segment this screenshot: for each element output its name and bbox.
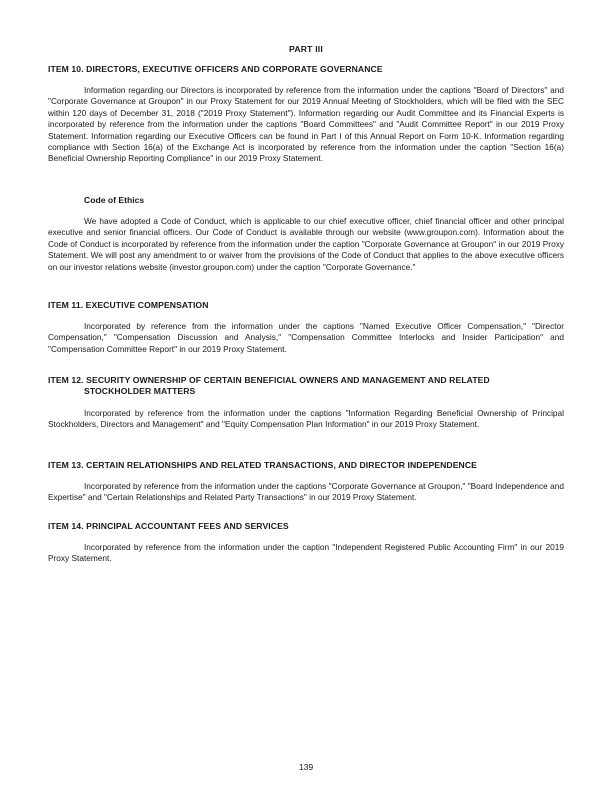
item-10-heading: ITEM 10. DIRECTORS, EXECUTIVE OFFICERS AND CORPORATE GOVERNANCE [48,64,383,74]
item-13-paragraph: Incorporated by reference from the information under the captions "Corporate Governance at Groupon," "Board Independence and Expertise" and "Certain Relationships and Related Party Transactions" in our 2019 Proxy Statement. [48,481,564,503]
item-12-heading-line-2: STOCKHOLDER MATTERS [84,386,196,396]
item-13-heading: ITEM 13. CERTAIN RELATIONSHIPS AND RELATED TRANSACTIONS, AND DIRECTOR INDEPENDENCE [48,460,477,470]
item-14-paragraph: Incorporated by reference from the information under the caption "Independent Registered Public Accounting Firm" in our 2019 Proxy Statement. [48,542,564,564]
item-12-heading-line-1: ITEM 12. SECURITY OWNERSHIP OF CERTAIN BENEFICIAL OWNERS AND MANAGEMENT AND RELATED [48,375,490,385]
item-12-paragraph: Incorporated by reference from the information under the captions "Information Regarding Beneficial Ownership of Principal Stockholders, Directors and Management" and "Equity Compensation Plan Information" in our 2019 Proxy Statement. [48,408,564,430]
item-14-heading: ITEM 14. PRINCIPAL ACCOUNTANT FEES AND SERVICES [48,521,289,531]
item-11-paragraph: Incorporated by reference from the information under the captions "Named Executive Officer Compensation," "Director Compensation," "Compensation Discussion and Analysis," "Compensation Committee Interlocks and Insider Participation" and "Compensation Committee Report" in our 2019 Proxy Statement. [48,321,564,354]
page-number: 139 [298,762,314,772]
code-of-ethics-paragraph: We have adopted a Code of Conduct, which is applicable to our chief executive officer, chief financial officer and other principal executive and senior financial officers. Our Code of Conduct is available through our website (www.groupon.com). Information about the Code of Conduct is incorporated by reference from the information under the caption "Corporate Governance at Groupon" in our 2019 Proxy Statement. We will post any amendment to or waiver from the provisions of the Code of Conduct that applies to the above executive officers on our investor relations website (investor.groupon.com) under the caption "Corporate Governance." [48,216,564,272]
item-10-paragraph: Information regarding our Directors is incorporated by reference from the information under the captions "Board of Directors" and "Corporate Governance at Groupon" in our Proxy Statement for our 2019 Annual Meeting of Stockholders, which will be filed with the SEC within 120 days of December 31, 2018 ("2019 Proxy Statement"). Information regarding our Audit Committee and its Financial Experts is incorporated by reference from the information under the captions "Board Committees" and "Audit Committee Report" in our 2019 Proxy Statement. Information regarding our Executive Officers can be found in Part I of this Annual Report on Form 10-K. Information regarding compliance with Section 16(a) of the Exchange Act is incorporated by reference from the information under the caption "Section 16(a) Beneficial Ownership Reporting Compliance" in our 2019 Proxy Statement. [48,85,564,164]
part-title: PART III [289,44,323,54]
item-11-heading: ITEM 11. EXECUTIVE COMPENSATION [48,300,209,310]
item-12-heading [48,375,490,397]
code-of-ethics-heading: Code of Ethics [84,195,145,205]
